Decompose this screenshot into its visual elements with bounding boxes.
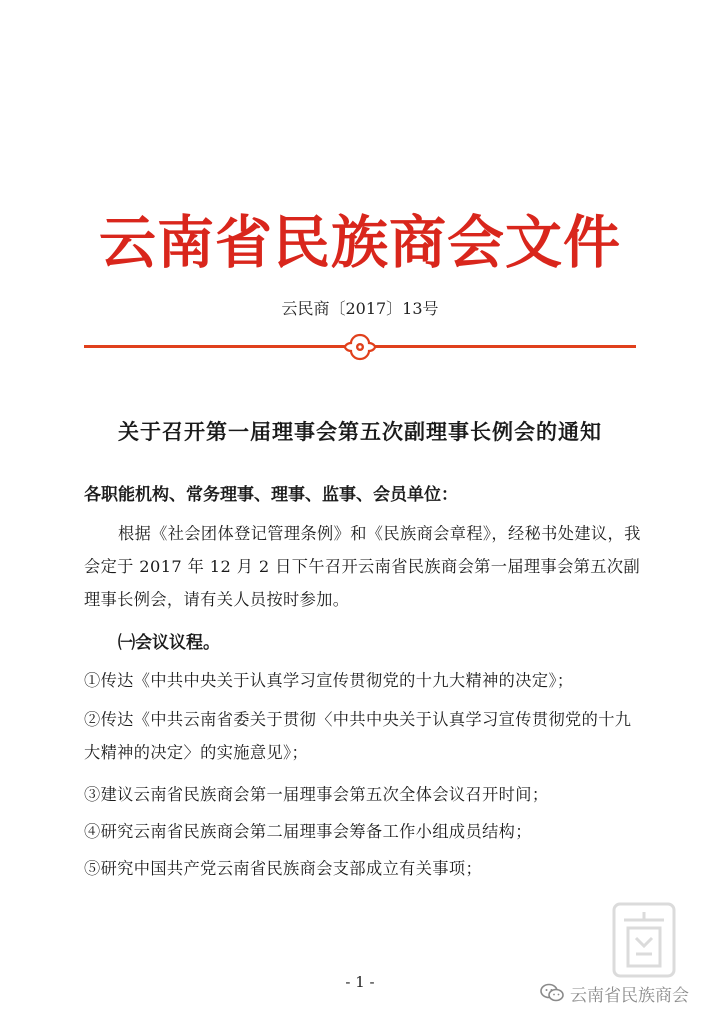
- doc-number: 云民商〔2017〕13号: [281, 299, 439, 318]
- red-rule-right: [374, 345, 636, 348]
- salutation: 各职能机构、常务理事、理事、监事、会员单位：: [84, 485, 458, 505]
- section-heading: ㈠会议议程。: [118, 633, 220, 653]
- wechat-icon: [540, 983, 564, 1003]
- ornament-icon: [342, 332, 378, 362]
- body-paragraph: 根据《社会团体登记管理条例》和《民族商会章程》，经秘书处建议，我会定于 2017 年 12 月 2 日下午召开云南省民族商会第一届理事会第五次副理事长例会，请有关人员按时参加。: [84, 524, 641, 609]
- watermark-text: 云南省民族商会: [570, 985, 689, 1006]
- page-number: - 1 -: [345, 973, 375, 991]
- agenda-item-5: ⑤研究中国共产党云南省民族商会支部成立有关事项；: [84, 859, 483, 878]
- org-title: 云南省民族商会文件: [99, 209, 621, 276]
- seal-stamp-icon: [608, 898, 680, 982]
- agenda-item-1: ①传达《中共中央关于认真学习宣传贯彻党的十九大精神的决定》；: [84, 671, 574, 690]
- watermark: [540, 980, 689, 1006]
- agenda-item-4: ④研究云南省民族商会第二届理事会筹备工作小组成员结构；: [84, 822, 532, 841]
- notice-title: 关于召开第一届理事会第五次副理事长例会的通知: [118, 419, 602, 444]
- agenda-item-3: ③建议云南省民族商会第一届理事会第五次全体会议召开时间；: [84, 785, 549, 804]
- agenda-item-2: ②传达《中共云南省委关于贯彻〈中共中央关于认真学习宣传贯彻党的十九大精神的决定〉的实施意见》；: [84, 710, 632, 762]
- red-rule-left: [84, 345, 346, 348]
